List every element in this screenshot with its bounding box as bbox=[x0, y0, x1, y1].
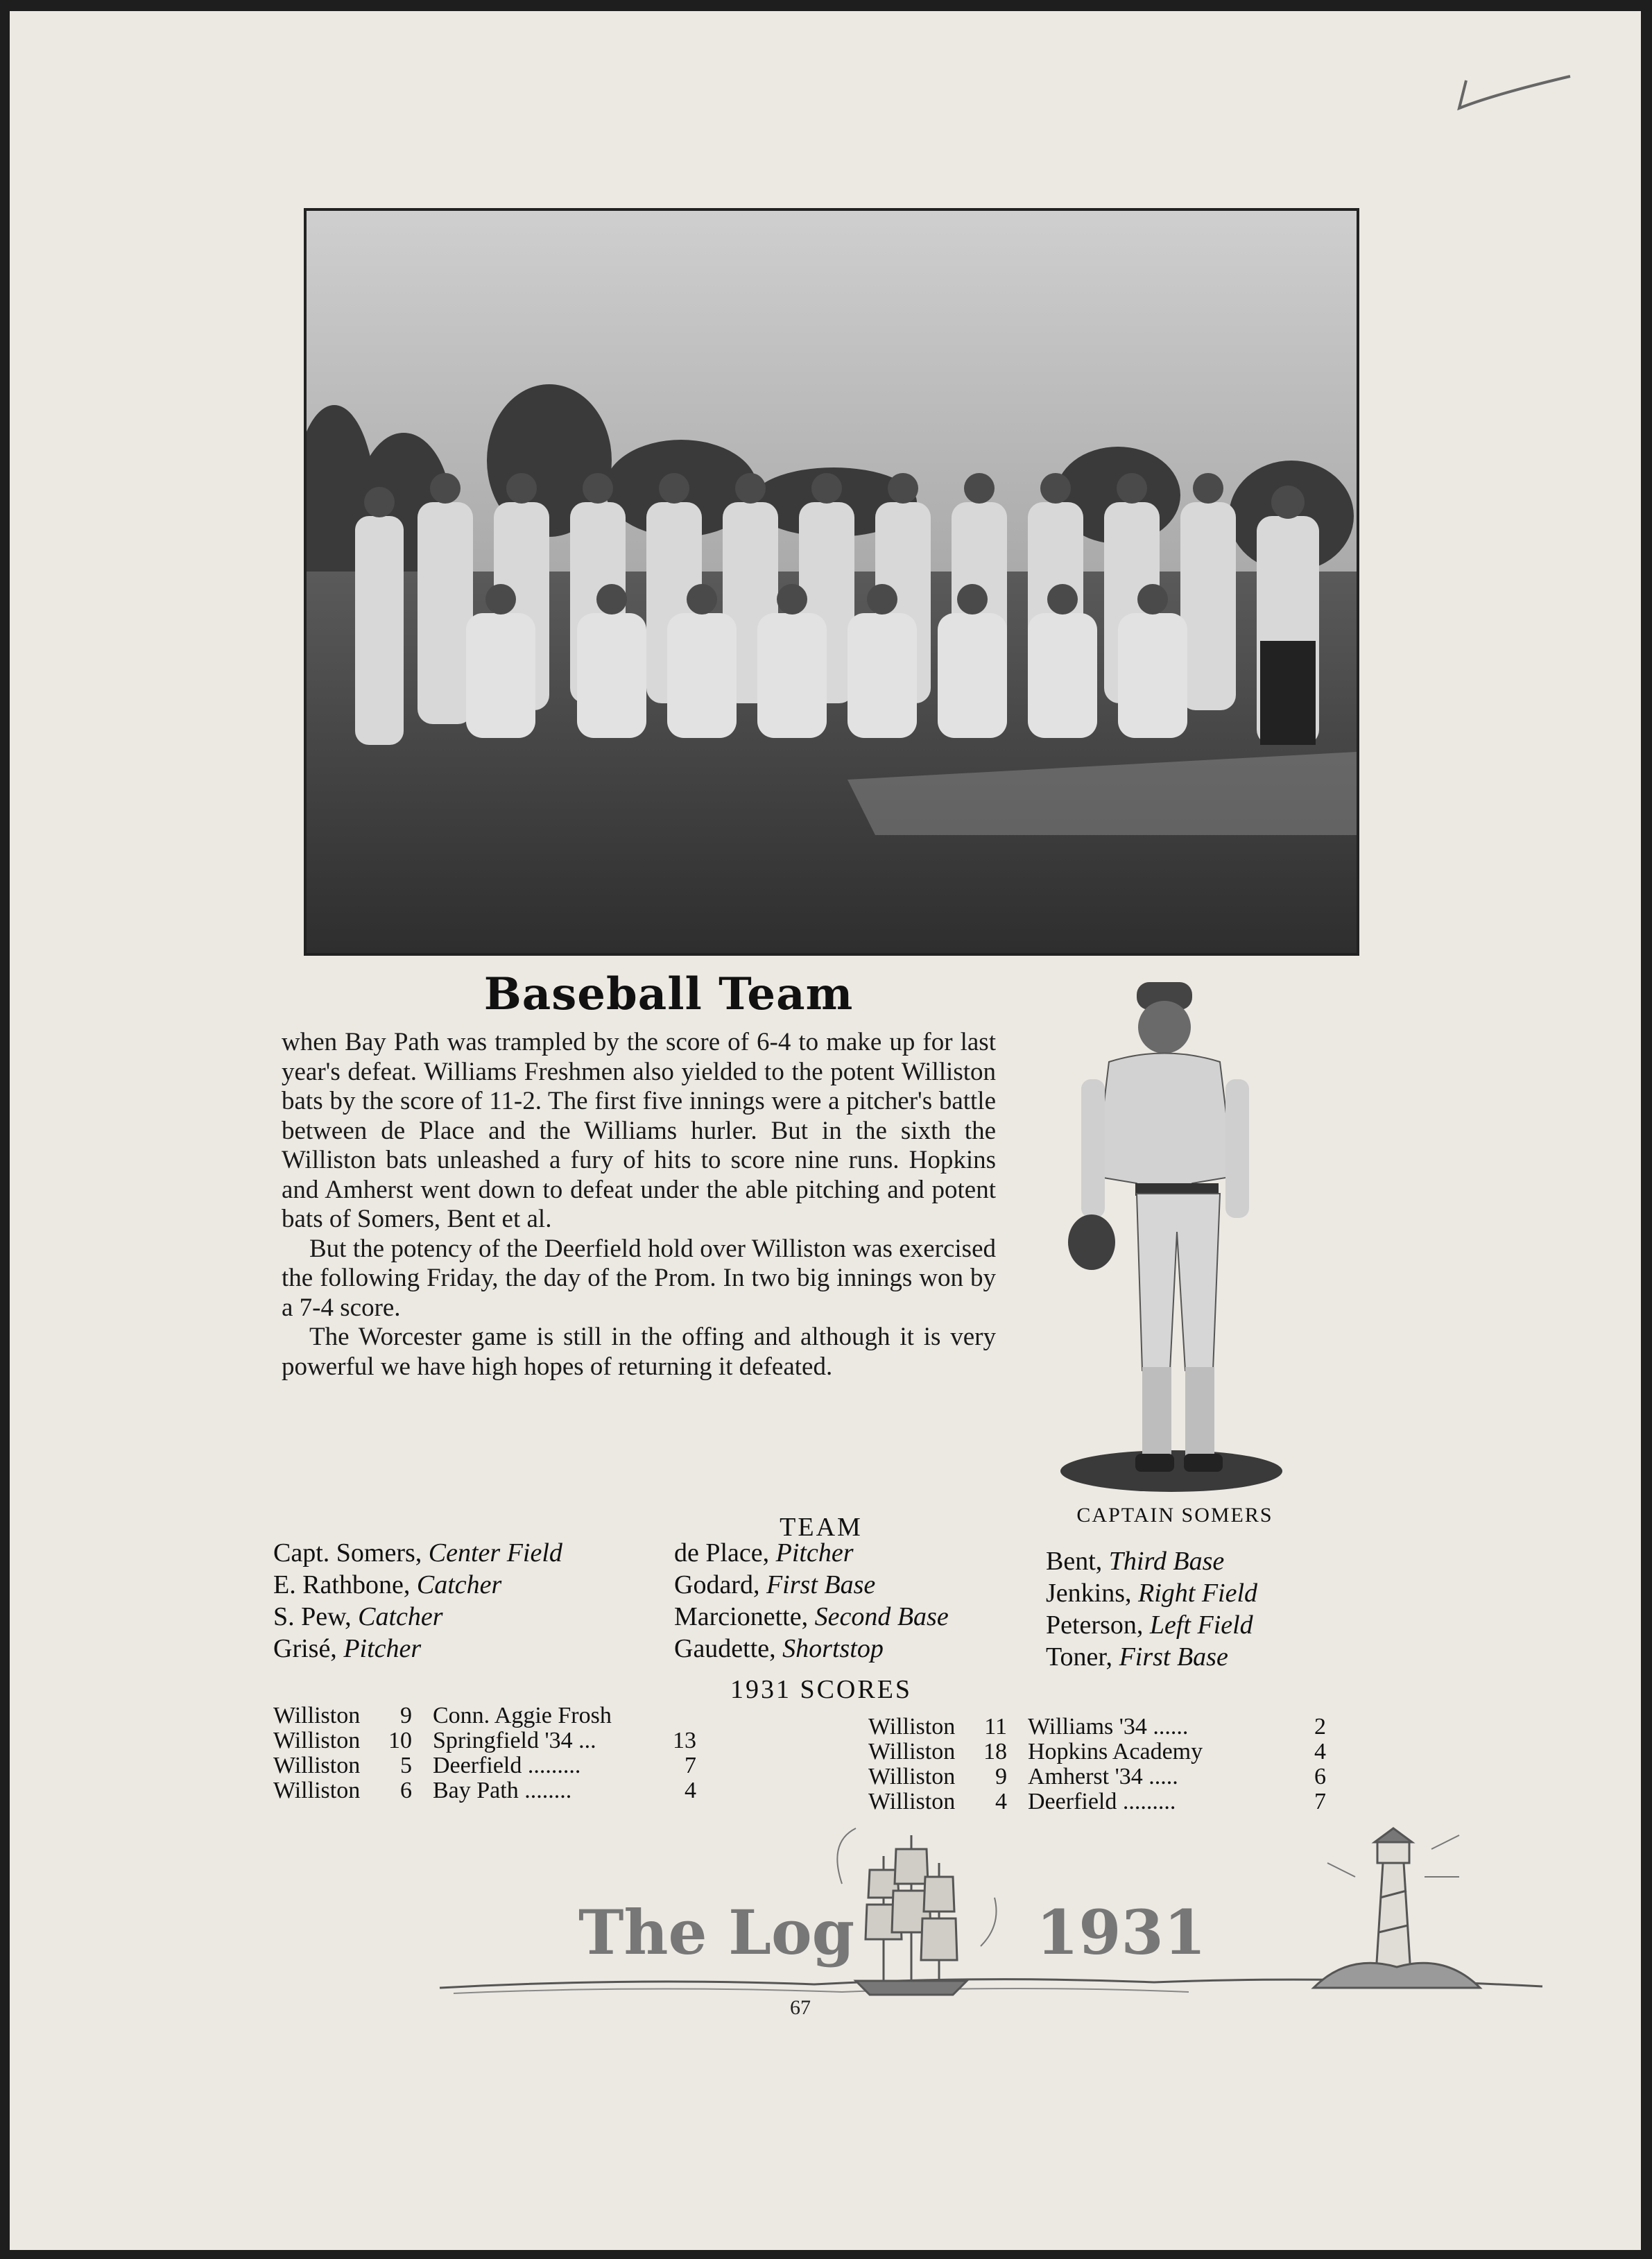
roster-entry: Capt. Somers, Center Field bbox=[273, 1538, 562, 1567]
page-title: Baseball Team bbox=[483, 968, 854, 1020]
roster-entry: Peterson, Left Field bbox=[1046, 1610, 1253, 1640]
roster-entry: S. Pew, Catcher bbox=[273, 1602, 443, 1631]
roster-entry: Marcionette, Second Base bbox=[674, 1602, 949, 1631]
captain-caption: CAPTAIN SOMERS bbox=[1076, 1504, 1273, 1527]
roster-column-2 bbox=[674, 1537, 949, 1665]
roster-entry: E. Rathbone, Catcher bbox=[273, 1570, 502, 1599]
scores-heading: 1931 SCORES bbox=[730, 1675, 913, 1704]
scores-table-right bbox=[868, 1715, 1326, 1814]
logo-year: 1931 bbox=[1036, 1896, 1206, 1968]
team-photograph bbox=[304, 208, 1359, 956]
score-row: Williston 9 Amherst '34 ..... 6 bbox=[868, 1764, 1326, 1789]
roster-entry: Gaudette, Shortstop bbox=[674, 1634, 884, 1663]
yearbook-page bbox=[10, 11, 1641, 2250]
team-heading: TEAM bbox=[780, 1513, 863, 1542]
captain-photograph bbox=[1053, 982, 1282, 1495]
score-row: Williston 10 Springfield '34 ... 13 bbox=[273, 1728, 696, 1753]
logo-text: The Log bbox=[578, 1896, 855, 1968]
article-body bbox=[282, 1028, 996, 1382]
pencil-check-mark bbox=[1452, 67, 1577, 122]
roster-entry: Godard, First Base bbox=[674, 1570, 876, 1599]
roster-column-1 bbox=[273, 1537, 562, 1665]
score-row: Williston 5 Deerfield ......... 7 bbox=[273, 1753, 696, 1778]
roster-entry: Toner, First Base bbox=[1046, 1642, 1228, 1672]
score-row: Williston 18 Hopkins Academy 4 bbox=[868, 1739, 1326, 1764]
page-number: 67 bbox=[790, 1996, 811, 2019]
sailing-ship-icon bbox=[856, 1835, 967, 1995]
roster-entry: Jenkins, Right Field bbox=[1046, 1579, 1258, 1608]
score-row: Williston 6 Bay Path ........ 4 bbox=[273, 1778, 696, 1803]
paragraph-3: The Worcester game is still in the offing and although it is very powerful we have high hopes of returning it defeated. bbox=[282, 1323, 996, 1381]
score-row: Williston 11 Williams '34 ...... 2 bbox=[868, 1714, 1326, 1740]
scores-table-left bbox=[273, 1703, 696, 1803]
paragraph-1: when Bay Path was trampled by the score of 6-4 to make up for last year's defeat. Williams Freshmen also yielded to the potent Williston bats by the score of 11-2. The first five innings were a pitcher's battle between de Place and the Williams hurler. But in the sixth the Williston bats unleashed a fury of hits to score nine runs. Hopkins and Amherst went down to defeat under the able pitching and potent bats of Somers, Bent et al. bbox=[282, 1028, 996, 1233]
roster-column-3 bbox=[1046, 1545, 1257, 1673]
paragraph-2: But the potency of the Deerfield hold over Williston was exercised the following Friday, the day of the Prom. In two big innings won by a 7-4 score. bbox=[282, 1234, 996, 1322]
score-row: Williston 4 Deerfield ......... 7 bbox=[868, 1789, 1326, 1814]
roster-entry: de Place, Pitcher bbox=[674, 1538, 854, 1567]
roster-entry: Grisé, Pitcher bbox=[273, 1634, 422, 1663]
score-row: Williston 9 Conn. Aggie Frosh bbox=[273, 1703, 612, 1728]
roster-entry: Bent, Third Base bbox=[1046, 1547, 1225, 1576]
lighthouse-icon bbox=[1314, 1828, 1480, 1988]
